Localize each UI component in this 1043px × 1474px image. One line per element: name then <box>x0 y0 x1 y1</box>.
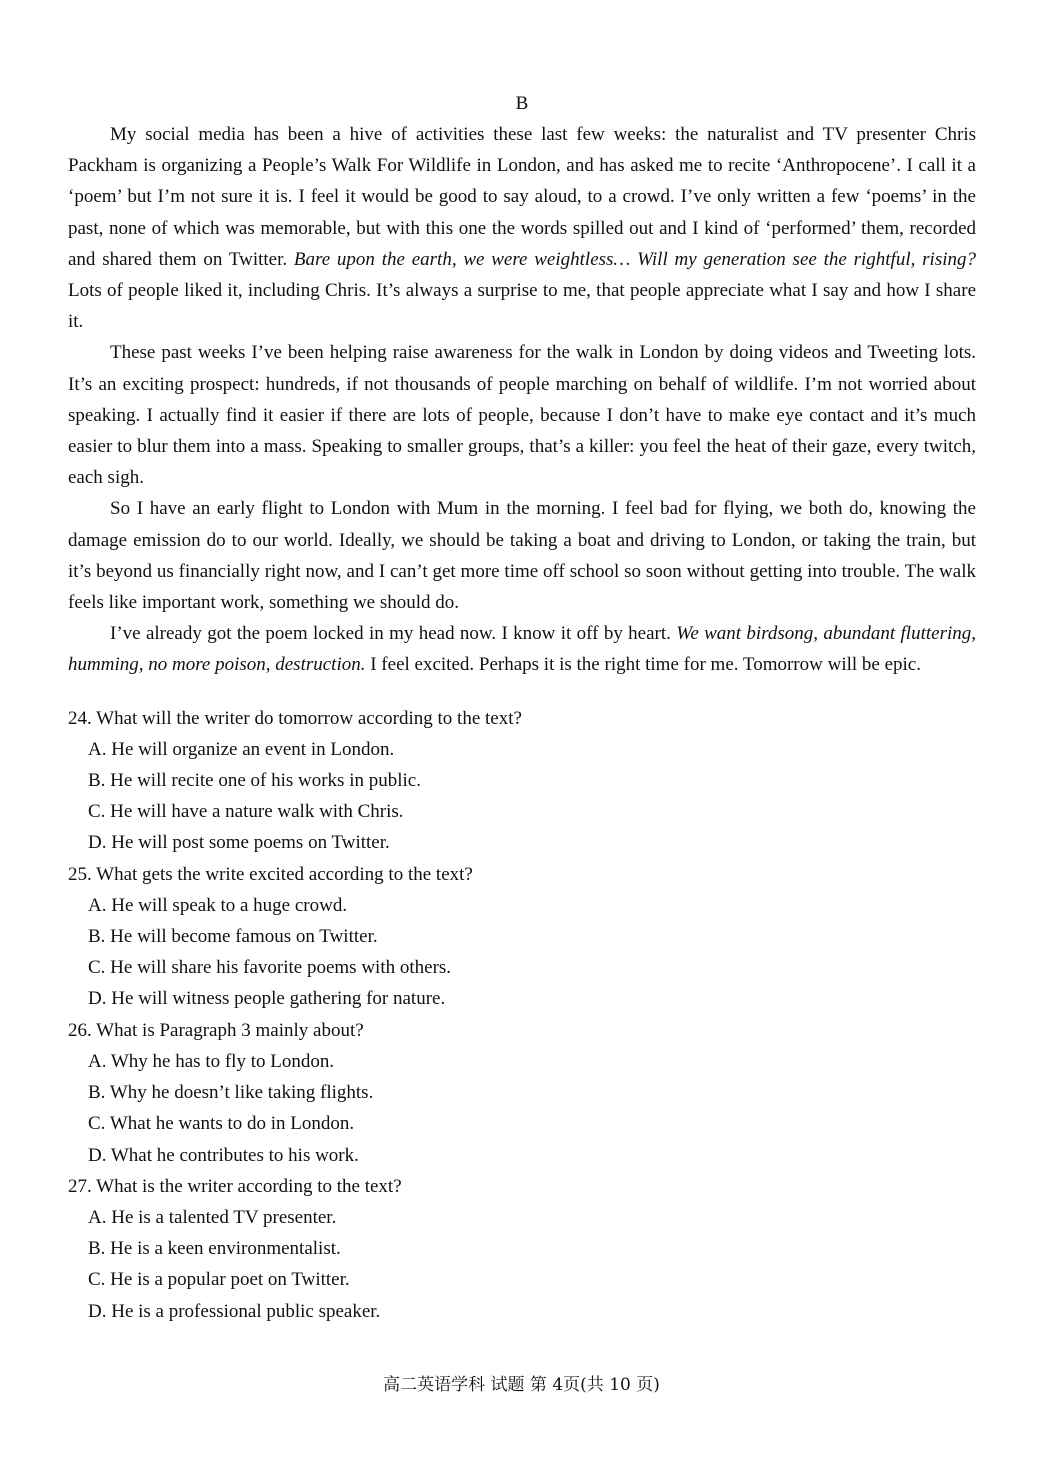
passage-paragraph <box>68 618 976 680</box>
answer-option: D. He is a professional public speaker. <box>88 1300 381 1322</box>
answer-option: D. He will witness people gathering for nature. <box>88 988 446 1010</box>
quoted-poem-line: We want birdsong, abundant fluttering, humming, no more poison, destruction. <box>68 623 976 676</box>
paragraph-text: So I have an early flight to London with Mum in the morning. I feel bad for flying, we both do, knowing the damage emission do to our world. Ideally, we should be taking a boat and driving to London, or taking the train, but it’s beyond us financially right now, and I can’t get more time off school so soon without getting into trouble. The walk feels like important work, something we should do. <box>68 498 976 614</box>
paragraph-text: I’ve already got the poem locked in my head now. I know it off by heart. <box>110 623 677 645</box>
section-heading: B <box>515 93 529 114</box>
answer-option: C. He will share his favorite poems with others. <box>88 957 452 979</box>
question-stem: 27. What is the writer according to the text? <box>68 1175 402 1197</box>
question-item <box>68 703 976 859</box>
passage-paragraph <box>68 493 976 618</box>
answer-option: D. He will post some poems on Twitter. <box>88 832 390 854</box>
paragraph-text: I feel excited. Perhaps it is the right time for me. Tomorrow will be epic. <box>365 654 921 676</box>
question-stem: 25. What gets the write excited according to the text? <box>68 863 473 885</box>
answer-option: C. He is a popular poet on Twitter. <box>88 1269 350 1291</box>
page-footer: 高二英语学科 试题 第 4页(共 10 页) <box>383 1375 660 1395</box>
question-item <box>68 1015 976 1171</box>
answer-option: B. He is a keen environmentalist. <box>88 1238 341 1260</box>
paragraph-text: These past weeks I’ve been helping raise awareness for the walk in London by doing videos and Tweeting lots. It’s an exciting prospect: hundreds, if not thousands of people marching on behalf of wildlife. I’m not worried about speaking. I actually find it easier if there are lots of people, because I don’t have to make eye contact and it’s much easier to blur them into a mass. Speaking to smaller groups, that’s a killer: you feel the heat of their gaze, every twitch, each sigh. <box>68 342 976 489</box>
question-stem: 26. What is Paragraph 3 mainly about? <box>68 1019 364 1041</box>
exam-page <box>68 88 976 1327</box>
answer-option: A. Why he has to fly to London. <box>88 1050 335 1072</box>
answer-option: B. Why he doesn’t like taking flights. <box>88 1082 374 1104</box>
passage-paragraph <box>68 337 976 493</box>
question-item <box>68 1171 976 1327</box>
quoted-poem-line: Bare upon the earth, we were weightless… Will my generation see the rightful, rising? <box>293 248 976 270</box>
answer-option: B. He will become famous on Twitter. <box>88 926 378 948</box>
answer-option: C. He will have a nature walk with Chris. <box>88 801 404 823</box>
paragraph-text: My social media has been a hive of activities these last few weeks: the naturalist and TV presenter Chris Packham is organizing a People’s Walk For Wildlife in London, and has asked me to recite ‘Anthropocene’. I call it a ‘poem’ but I’m not sure it is. I feel it would be good to say aloud, to a crowd. I’ve only written a few ‘poems’ in the past, none of which was memorable, but with this one the words spilled out and I kind of ‘performed’ them, recorded and shared them on Twitter. <box>68 124 976 270</box>
answer-option: A. He is a talented TV presenter. <box>88 1206 337 1228</box>
answer-option: A. He will organize an event in London. <box>88 738 395 760</box>
question-stem: 24. What will the writer do tomorrow according to the text? <box>68 707 522 729</box>
passage-paragraph <box>68 119 976 337</box>
answer-option: C. What he wants to do in London. <box>88 1113 355 1135</box>
paragraph-text: Lots of people liked it, including Chris. It’s always a surprise to me, that people appreciate what I say and how I share it. <box>68 280 976 333</box>
reading-passage <box>68 119 976 681</box>
answer-option: B. He will recite one of his works in public. <box>88 770 421 792</box>
answer-option: A. He will speak to a huge crowd. <box>88 894 348 916</box>
question-item <box>68 859 976 1015</box>
answer-option: D. What he contributes to his work. <box>88 1144 359 1166</box>
question-list <box>68 703 976 1327</box>
